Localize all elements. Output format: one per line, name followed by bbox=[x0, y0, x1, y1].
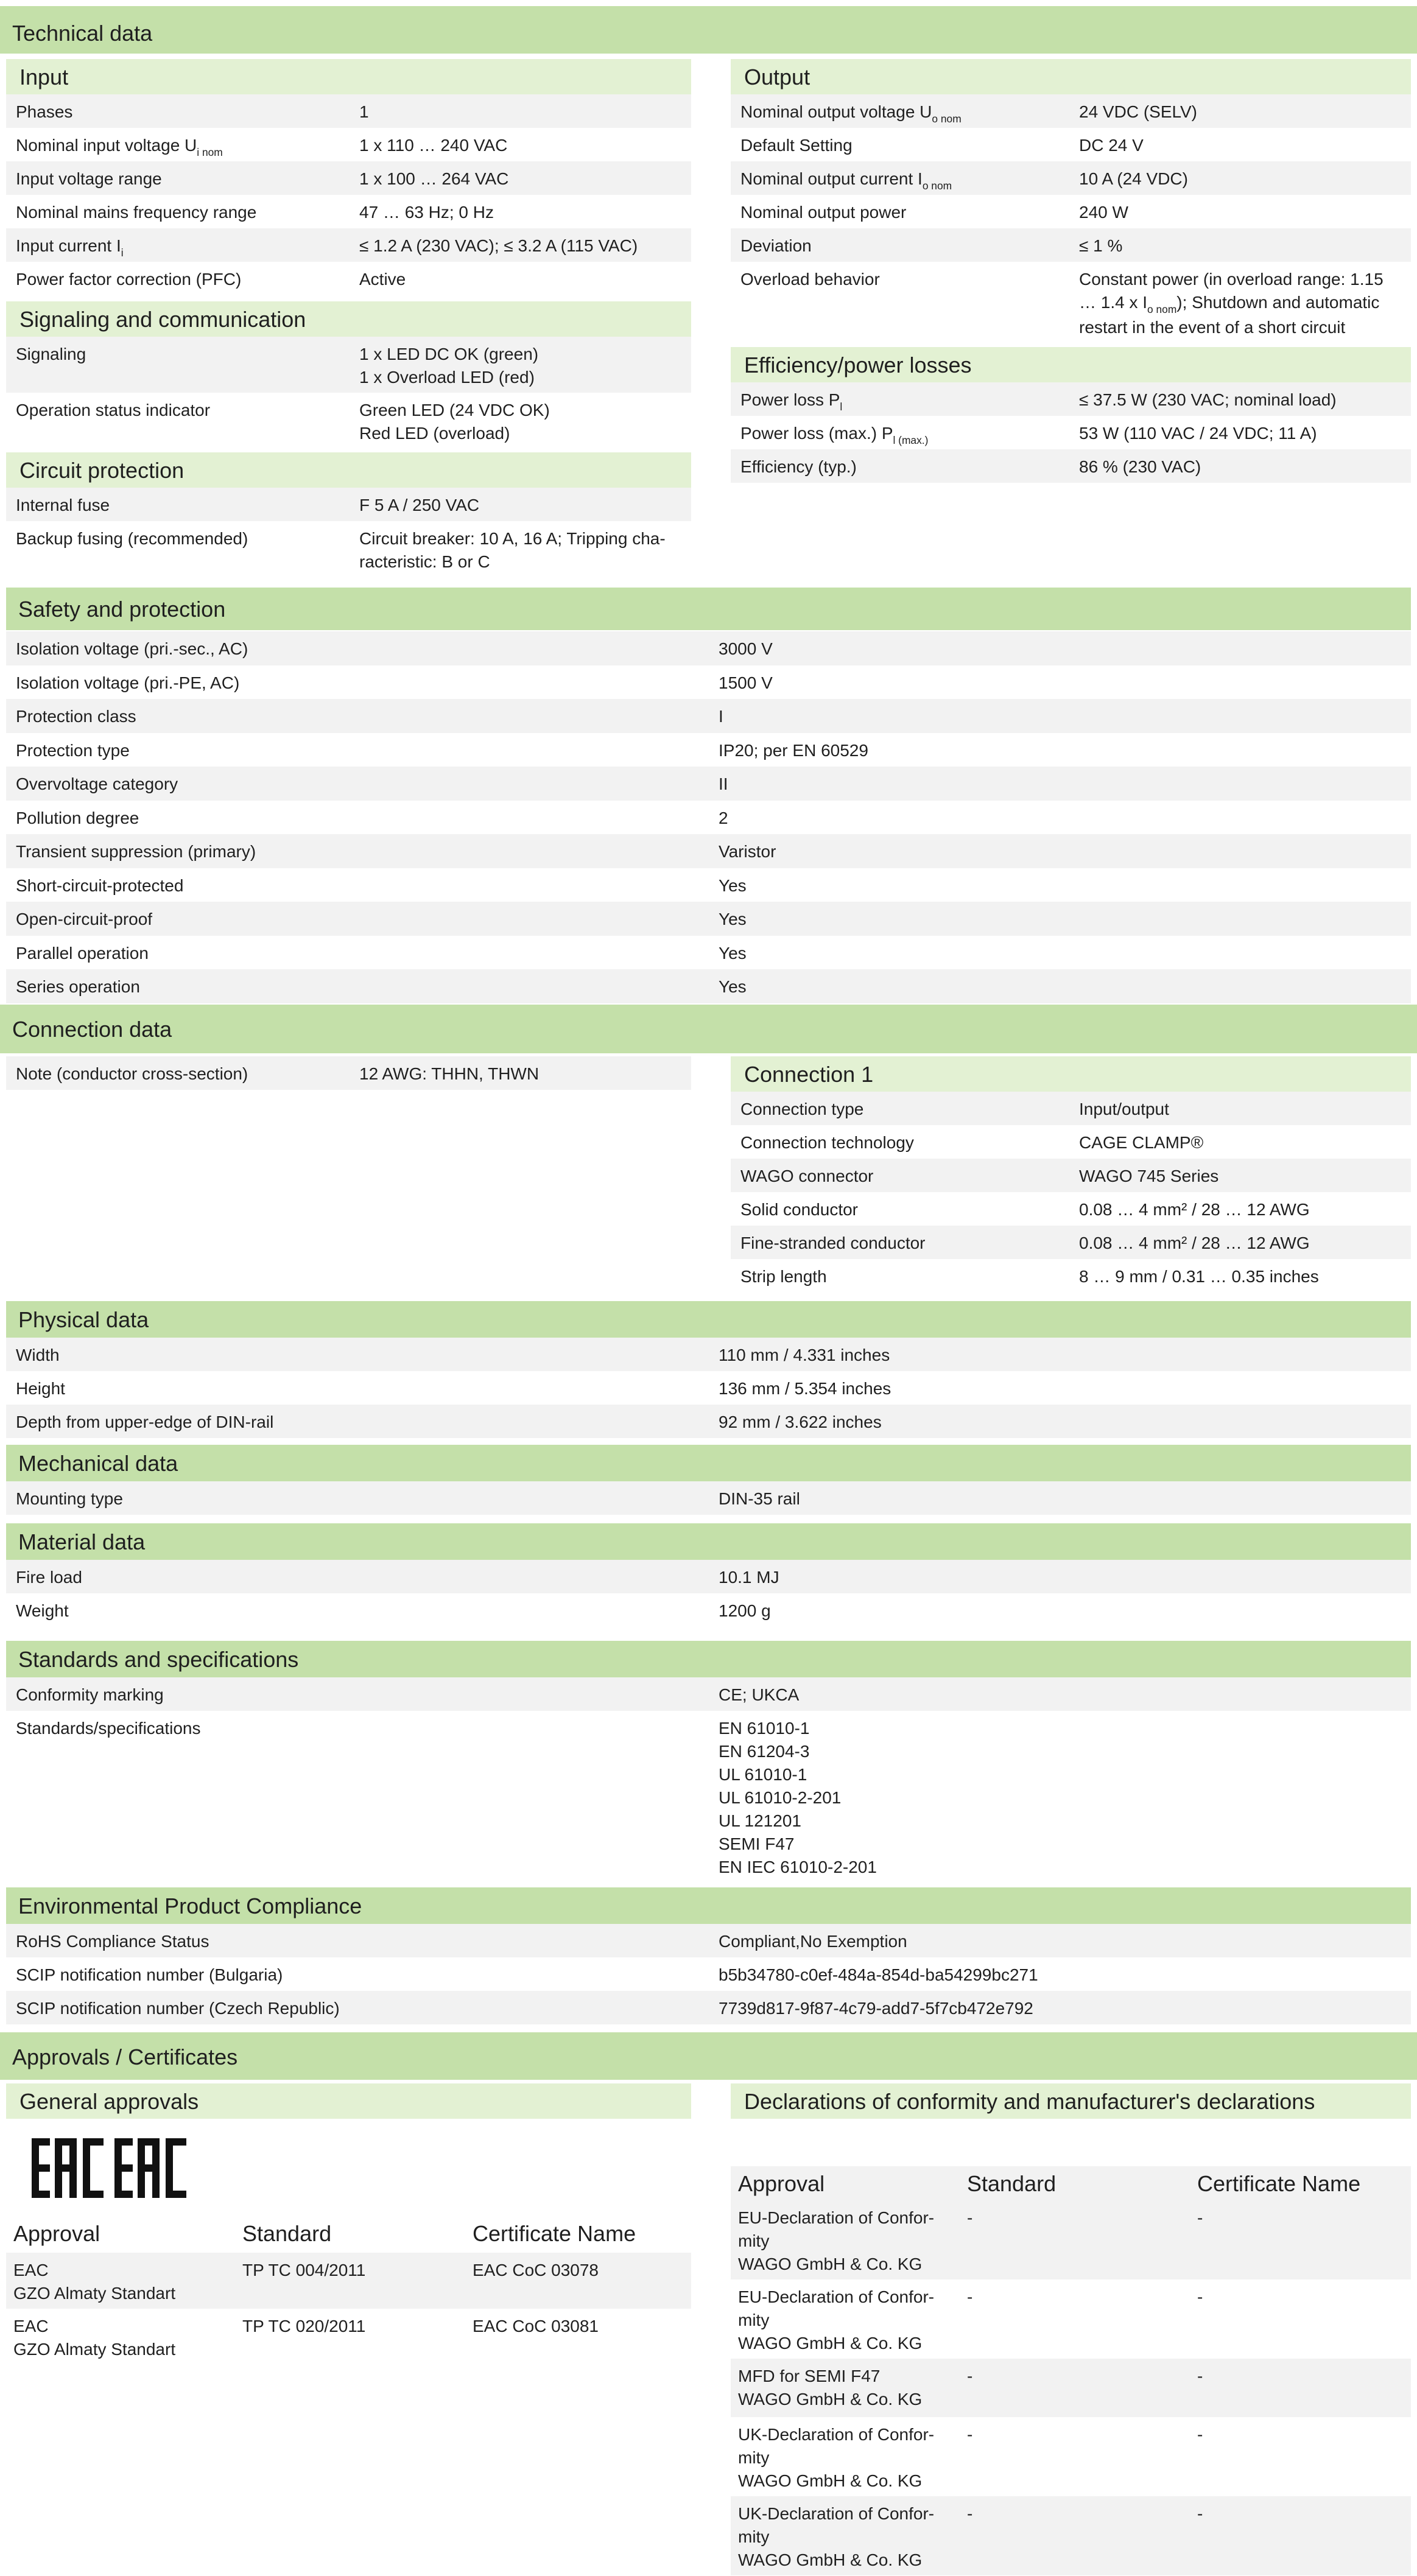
label-text: Isolation voltage (pri.-sec., AC) bbox=[16, 639, 248, 658]
decl-header-certificate: Certificate Name bbox=[1197, 2171, 1361, 2196]
value-part: ); Shutdown and automatic restart in the event of a short circuit bbox=[1079, 293, 1380, 337]
general-certificate: EAC CoC 03081 bbox=[473, 2317, 599, 2336]
declaration-approval: EU-Declaration of Confor- mity WAGO GmbH & Co. KG bbox=[738, 2208, 935, 2273]
input-row bbox=[6, 228, 691, 262]
declaration-certificate: - bbox=[1197, 2287, 1203, 2306]
connection-row bbox=[731, 1259, 1411, 1293]
signaling-label bbox=[16, 343, 86, 366]
safety-value: IP20; per EN 60529 bbox=[719, 740, 868, 760]
physical-value: 92 mm / 3.622 inches bbox=[719, 1413, 882, 1431]
label-text: Connection type bbox=[740, 1100, 864, 1118]
output-label bbox=[740, 100, 962, 125]
standards-value: CE; UKCA bbox=[719, 1685, 800, 1704]
label-text: Connection technology bbox=[740, 1133, 914, 1152]
input-row bbox=[6, 94, 691, 128]
efficiency-label bbox=[740, 455, 857, 479]
label-text: Isolation voltage (pri.-PE, AC) bbox=[16, 673, 240, 692]
label-text: Depth from upper-edge of DIN-rail bbox=[16, 1413, 274, 1431]
label-text: Input current I bbox=[16, 236, 121, 255]
environmental-row bbox=[6, 1957, 1411, 1991]
decl-header-standard: Standard bbox=[967, 2171, 1057, 2196]
connection-label bbox=[740, 1098, 863, 1121]
circuit-row bbox=[6, 488, 691, 521]
standards-row bbox=[6, 1711, 1411, 1887]
output-label bbox=[740, 167, 952, 192]
section-physical-data: Physical data bbox=[6, 1301, 1411, 1338]
label-subscript: l bbox=[840, 401, 843, 413]
label-subscript: o nom bbox=[922, 180, 952, 192]
physical-label bbox=[16, 1344, 60, 1367]
section-safety: Safety and protection bbox=[6, 588, 1411, 630]
label-text: Power loss (max.) P bbox=[740, 424, 893, 443]
subsection-efficiency: Efficiency/power losses bbox=[731, 347, 1411, 382]
connection-row bbox=[731, 1125, 1411, 1159]
material-label bbox=[16, 1566, 82, 1589]
environmental-label bbox=[16, 1997, 340, 2020]
safety-row bbox=[6, 699, 1411, 733]
declaration-certificate: - bbox=[1197, 2367, 1203, 2385]
safety-value: Yes bbox=[719, 910, 747, 928]
input-label bbox=[16, 100, 72, 124]
general-certificate: EAC CoC 03078 bbox=[473, 2261, 599, 2279]
material-value: 1200 g bbox=[719, 1601, 771, 1620]
label-text: Height bbox=[16, 1379, 65, 1398]
label-text: Signaling bbox=[16, 345, 86, 363]
connection-label bbox=[740, 1198, 858, 1221]
input-row bbox=[6, 195, 691, 228]
environmental-value: b5b34780-c0ef-484a-854d-ba54299bc271 bbox=[719, 1965, 1038, 1984]
safety-row bbox=[6, 665, 1411, 700]
safety-label bbox=[16, 975, 140, 998]
environmental-label bbox=[16, 1930, 209, 1953]
decl-header-approval: Approval bbox=[738, 2171, 825, 2196]
standards-label bbox=[16, 1717, 201, 1740]
subsection-circuit-protection: Circuit protection bbox=[6, 452, 691, 488]
input-label bbox=[16, 201, 256, 224]
safety-value: Yes bbox=[719, 876, 747, 895]
output-row bbox=[731, 94, 1411, 128]
input-value: Active bbox=[359, 270, 406, 289]
environmental-value: Compliant,No Exemption bbox=[719, 1932, 907, 1951]
safety-row bbox=[6, 902, 1411, 936]
declaration-certificate: - bbox=[1197, 2504, 1203, 2523]
connection-value: 0.08 … 4 mm² / 28 … 12 AWG bbox=[1079, 1234, 1310, 1252]
declaration-certificate: - bbox=[1197, 2208, 1203, 2227]
input-row bbox=[6, 262, 691, 295]
label-subscript: o nom bbox=[932, 113, 962, 125]
label-text: WAGO connector bbox=[740, 1167, 874, 1185]
safety-value: I bbox=[719, 707, 723, 726]
input-row bbox=[6, 128, 691, 161]
label-subscript: l (max.) bbox=[893, 434, 929, 446]
declaration-approval: UK-Declaration of Confor- mity WAGO GmbH & Co. KG bbox=[738, 2504, 935, 2569]
declaration-approval: MFD for SEMI F47 WAGO GmbH & Co. KG bbox=[738, 2367, 923, 2409]
connection-value: Input/output bbox=[1079, 1100, 1169, 1118]
label-text: Nominal output current I bbox=[740, 169, 923, 188]
label-text: Transient suppression (primary) bbox=[16, 842, 256, 861]
efficiency-value: 86 % (230 VAC) bbox=[1079, 457, 1201, 476]
label-text: Input voltage range bbox=[16, 169, 162, 188]
circuit-value: F 5 A / 250 VAC bbox=[359, 496, 480, 514]
physical-value: 110 mm / 4.331 inches bbox=[719, 1346, 890, 1364]
general-standard: TP TC 004/2011 bbox=[242, 2261, 366, 2279]
label-text: Standards/specifications bbox=[16, 1719, 201, 1738]
safety-label bbox=[16, 705, 136, 728]
circuit-value: Circuit breaker: 10 A, 16 A; Tripping cha- racteristic: B or C bbox=[359, 529, 666, 571]
material-label bbox=[16, 1599, 69, 1623]
mechanical-label bbox=[16, 1487, 123, 1511]
declaration-approval: EU-Declaration of Confor- mity WAGO GmbH & Co. KG bbox=[738, 2287, 935, 2353]
declaration-row bbox=[731, 2496, 1411, 2575]
efficiency-row bbox=[731, 416, 1411, 449]
safety-value: 3000 V bbox=[719, 639, 773, 658]
label-text: Operation status indicator bbox=[16, 401, 211, 419]
efficiency-value: 53 W (110 VAC / 24 VDC; 11 A) bbox=[1079, 424, 1317, 443]
efficiency-row bbox=[731, 382, 1411, 416]
safety-value: Yes bbox=[719, 977, 747, 996]
safety-row bbox=[6, 733, 1411, 767]
safety-row bbox=[6, 969, 1411, 1003]
safety-label bbox=[16, 908, 152, 931]
efficiency-label bbox=[740, 422, 928, 447]
signaling-row bbox=[6, 393, 691, 451]
connection-label bbox=[740, 1131, 914, 1154]
label-text: Nominal mains frequency range bbox=[16, 203, 257, 222]
efficiency-value: ≤ 37.5 W (230 VAC; nominal load) bbox=[1079, 390, 1337, 409]
subsection-output: Output bbox=[731, 59, 1411, 94]
label-text: Short-circuit-protected bbox=[16, 876, 184, 895]
connection-label bbox=[740, 1265, 827, 1288]
label-subscript: i nom bbox=[197, 146, 223, 158]
physical-row bbox=[6, 1371, 1411, 1405]
connection-value: 8 … 9 mm / 0.31 … 0.35 inches bbox=[1079, 1267, 1319, 1286]
label-text: SCIP notification number (Bulgaria) bbox=[16, 1965, 283, 1984]
safety-value: II bbox=[719, 774, 728, 793]
safety-row bbox=[6, 631, 1411, 665]
standards-row bbox=[6, 1677, 1411, 1711]
environmental-row bbox=[6, 1991, 1411, 2024]
safety-label bbox=[16, 739, 130, 762]
section-approvals: Approvals / Certificates bbox=[0, 2032, 1417, 2080]
label-subscript: i bbox=[121, 247, 124, 259]
section-mechanical-data: Mechanical data bbox=[6, 1445, 1411, 1481]
label-text: Overvoltage category bbox=[16, 774, 178, 793]
signaling-value: 1 x LED DC OK (green) 1 x Overload LED (red) bbox=[359, 345, 539, 387]
label-text: Nominal output power bbox=[740, 203, 907, 222]
output-label bbox=[740, 268, 880, 291]
label-text: Nominal input voltage U bbox=[16, 136, 197, 155]
safety-value: 1500 V bbox=[719, 673, 773, 692]
label-text: Default Setting bbox=[740, 136, 853, 155]
label-text: Efficiency (typ.) bbox=[740, 457, 857, 476]
section-connection-data: Connection data bbox=[0, 1005, 1417, 1053]
general-approval: EAC GZO Almaty Standart bbox=[13, 2317, 176, 2359]
subsection-input: Input bbox=[6, 59, 691, 94]
subsection-general-approvals: General approvals bbox=[6, 2083, 691, 2119]
eac-logo-icon bbox=[32, 2138, 188, 2198]
efficiency-row bbox=[731, 449, 1411, 483]
label-text: Weight bbox=[16, 1601, 69, 1620]
input-value: ≤ 1.2 A (230 VAC); ≤ 3.2 A (115 VAC) bbox=[359, 236, 638, 255]
declaration-row bbox=[731, 2200, 1411, 2279]
output-value: ≤ 1 % bbox=[1079, 236, 1123, 255]
general-header-standard: Standard bbox=[242, 2221, 332, 2246]
connection-value: CAGE CLAMP® bbox=[1079, 1133, 1204, 1152]
signaling-label bbox=[16, 399, 210, 422]
declaration-standard: - bbox=[967, 2425, 973, 2444]
standards-value: EN 61010-1 EN 61204-3 UL 61010-1 UL 61010-2-201 UL 121201 SEMI F47 EN IEC 61010-2-201 bbox=[719, 1719, 877, 1876]
label-text: Fine-stranded conductor bbox=[740, 1234, 926, 1252]
label-text: Deviation bbox=[740, 236, 812, 255]
output-label bbox=[740, 201, 906, 224]
input-label bbox=[16, 234, 124, 259]
value-part: Constant power (in overload range: 1.15 … 1.4 x I bbox=[1079, 270, 1384, 312]
safety-row bbox=[6, 936, 1411, 970]
circuit-row bbox=[6, 521, 691, 579]
circuit-label bbox=[16, 527, 248, 550]
output-row bbox=[731, 128, 1411, 161]
declaration-standard: - bbox=[967, 2208, 973, 2227]
material-row bbox=[6, 1593, 1411, 1627]
declarations-header-row bbox=[731, 2166, 1411, 2200]
general-approval: EAC GZO Almaty Standart bbox=[13, 2261, 176, 2303]
material-row bbox=[6, 1560, 1411, 1593]
label-text: Power factor correction (PFC) bbox=[16, 270, 242, 289]
declaration-standard: - bbox=[967, 2287, 973, 2306]
environmental-value: 7739d817-9f87-4c79-add7-5f7cb472e792 bbox=[719, 1999, 1033, 2018]
label-text: Pollution degree bbox=[16, 808, 139, 827]
label-text: Protection type bbox=[16, 740, 130, 760]
label-text: Open-circuit-proof bbox=[16, 910, 153, 928]
physical-label bbox=[16, 1411, 273, 1434]
physical-value: 136 mm / 5.354 inches bbox=[719, 1379, 891, 1398]
label-text: Width bbox=[16, 1346, 60, 1364]
declaration-row bbox=[731, 2417, 1411, 2496]
label-text: Internal fuse bbox=[16, 496, 110, 514]
declaration-standard: - bbox=[967, 2367, 973, 2385]
label-text: Fire load bbox=[16, 1568, 82, 1587]
section-standards: Standards and specifications bbox=[6, 1641, 1411, 1677]
safety-row bbox=[6, 834, 1411, 868]
physical-row bbox=[6, 1405, 1411, 1438]
signaling-value: Green LED (24 VDC OK) Red LED (overload) bbox=[359, 401, 550, 443]
declaration-certificate: - bbox=[1197, 2425, 1203, 2444]
safety-row bbox=[6, 767, 1411, 801]
input-value: 1 bbox=[359, 102, 369, 121]
label-text: Nominal output voltage U bbox=[740, 102, 932, 121]
label-text: Protection class bbox=[16, 707, 136, 726]
safety-label bbox=[16, 637, 248, 661]
declaration-approval: UK-Declaration of Confor- mity WAGO GmbH & Co. KG bbox=[738, 2425, 935, 2490]
physical-label bbox=[16, 1377, 65, 1400]
section-technical-data: Technical data bbox=[0, 6, 1417, 54]
environmental-label bbox=[16, 1964, 283, 1987]
label-text: Strip length bbox=[740, 1267, 827, 1286]
input-value: 47 … 63 Hz; 0 Hz bbox=[359, 203, 494, 222]
connection-value: WAGO 745 Series bbox=[1079, 1167, 1219, 1185]
label-text: Backup fusing (recommended) bbox=[16, 529, 248, 548]
connection-row bbox=[731, 1192, 1411, 1226]
label-text: RoHS Compliance Status bbox=[16, 1932, 209, 1951]
note-value: 12 AWG: THHN, THWN bbox=[359, 1064, 540, 1083]
input-value: 1 x 100 … 264 VAC bbox=[359, 169, 509, 188]
environmental-row bbox=[6, 1924, 1411, 1957]
output-value: DC 24 V bbox=[1079, 136, 1144, 155]
connection-row bbox=[731, 1226, 1411, 1259]
subsection-signaling: Signaling and communication bbox=[6, 301, 691, 337]
label-text: Solid conductor bbox=[740, 1200, 859, 1219]
declaration-standard: - bbox=[967, 2504, 973, 2523]
general-row bbox=[6, 2253, 691, 2309]
note-label: Note (conductor cross-section) bbox=[16, 1064, 248, 1083]
safety-value: 2 bbox=[719, 808, 728, 827]
subsection-declarations: Declarations of conformity and manufacturer's declarations bbox=[731, 2083, 1411, 2119]
output-value bbox=[1079, 268, 1384, 339]
input-label bbox=[16, 167, 162, 191]
safety-label bbox=[16, 807, 139, 830]
general-row bbox=[6, 2309, 691, 2365]
connection-row bbox=[731, 1159, 1411, 1192]
general-standard: TP TC 020/2011 bbox=[242, 2317, 366, 2336]
safety-label bbox=[16, 840, 256, 863]
input-value: 1 x 110 … 240 VAC bbox=[359, 136, 508, 155]
label-text: Power loss P bbox=[740, 390, 840, 409]
safety-row bbox=[6, 801, 1411, 835]
label-text: Series operation bbox=[16, 977, 140, 996]
output-value: 10 A (24 VDC) bbox=[1079, 169, 1188, 188]
label-text: Phases bbox=[16, 102, 73, 121]
general-header-approval: Approval bbox=[13, 2221, 100, 2246]
output-label bbox=[740, 234, 812, 258]
label-text: Mounting type bbox=[16, 1489, 123, 1508]
label-text: Overload behavior bbox=[740, 270, 880, 289]
circuit-label bbox=[16, 494, 110, 517]
safety-label bbox=[16, 773, 178, 796]
physical-row bbox=[6, 1338, 1411, 1371]
label-text: SCIP notification number (Czech Republic) bbox=[16, 1999, 340, 2018]
connection-row bbox=[731, 1092, 1411, 1125]
material-value: 10.1 MJ bbox=[719, 1568, 779, 1587]
connection-value: 0.08 … 4 mm² / 28 … 12 AWG bbox=[1079, 1200, 1310, 1219]
input-label bbox=[16, 268, 241, 291]
connection-label bbox=[740, 1165, 873, 1188]
value-part: o nom bbox=[1147, 303, 1177, 315]
input-row bbox=[6, 161, 691, 195]
standards-label bbox=[16, 1683, 164, 1707]
input-label bbox=[16, 134, 223, 159]
safety-value: Yes bbox=[719, 943, 747, 963]
safety-label bbox=[16, 672, 239, 695]
output-row bbox=[731, 161, 1411, 195]
section-material-data: Material data bbox=[6, 1523, 1411, 1560]
output-row bbox=[731, 262, 1411, 344]
efficiency-label bbox=[740, 388, 842, 413]
label-text: Conformity marking bbox=[16, 1685, 164, 1704]
section-environmental: Environmental Product Compliance bbox=[6, 1887, 1411, 1924]
safety-label bbox=[16, 942, 149, 965]
mechanical-value: DIN-35 rail bbox=[719, 1489, 800, 1508]
output-label bbox=[740, 134, 853, 157]
signaling-row bbox=[6, 337, 691, 393]
output-row bbox=[731, 195, 1411, 228]
general-header-certificate: Certificate Name bbox=[473, 2221, 636, 2246]
output-value: 240 W bbox=[1079, 203, 1128, 222]
safety-value: Varistor bbox=[719, 842, 776, 861]
mechanical-row bbox=[6, 1481, 1411, 1515]
safety-row bbox=[6, 868, 1411, 902]
label-text: Parallel operation bbox=[16, 943, 149, 963]
connection-label bbox=[740, 1232, 926, 1255]
declaration-row bbox=[731, 2279, 1411, 2359]
subsection-connection-1: Connection 1 bbox=[731, 1056, 1411, 1092]
safety-label bbox=[16, 874, 183, 897]
note-row bbox=[6, 1056, 691, 1090]
output-value: 24 VDC (SELV) bbox=[1079, 102, 1197, 121]
output-row bbox=[731, 228, 1411, 262]
declaration-row bbox=[731, 2359, 1411, 2417]
